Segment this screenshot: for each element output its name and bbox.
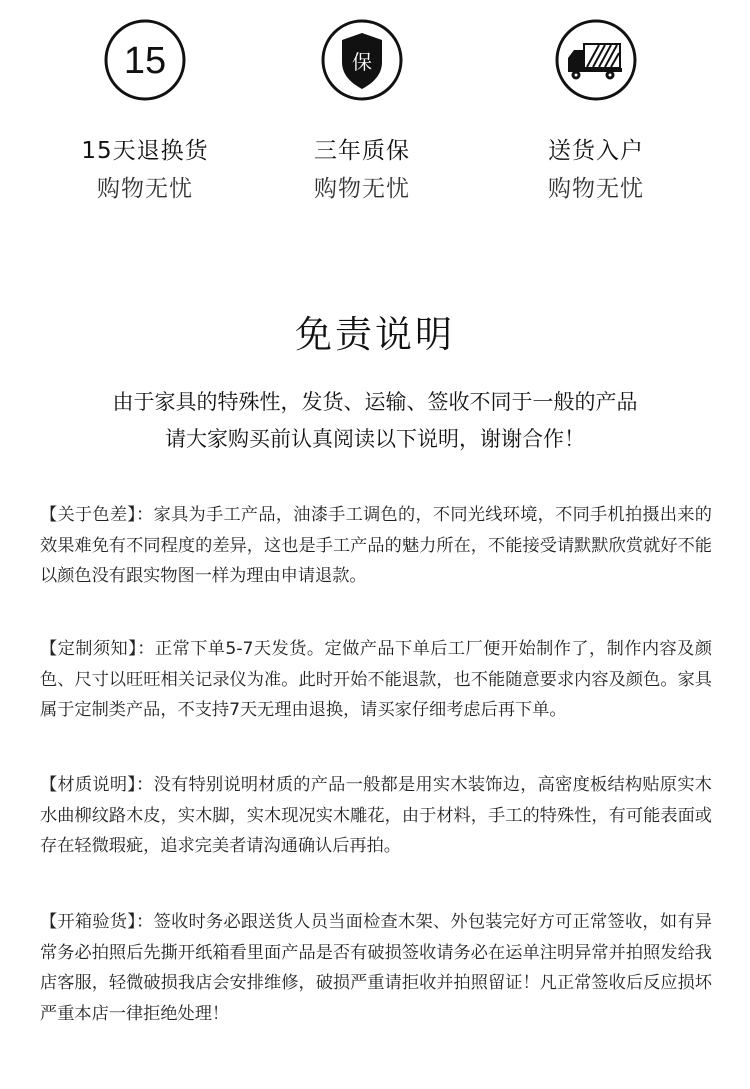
feature-title: 送货入户 [548,138,644,164]
service-features [0,0,750,230]
feature-title: 三年质保 [314,138,410,164]
disclaimer-intro-line1: 由于家具的特殊性，发货、运输、签收不同于一般的产品 [112,390,638,414]
section-tag: 【开箱验货】： [40,912,154,932]
warranty-badge-text: 保 [352,50,372,74]
section-tag: 【定制须知】： [40,639,155,659]
disclaimer-intro-line2: 请大家购买前认真阅读以下说明，谢谢合作！ [165,427,585,451]
feature-subtitle: 购物无忧 [314,176,410,202]
feature-returns [35,18,255,204]
section-custom-order [40,634,712,726]
section-body: 没有特别说明材质的产品一般都是用实木装饰边，高密度板结构贴原实木水曲柳纹路木皮，实木脚，实木现况实木雕花，由于材料，手工的特殊性，有可能表面或存在轻微瑕疵，追求完美者请沟通确认后再拍。 [40,775,712,856]
section-color-difference [40,500,712,592]
section-unboxing-inspection [40,907,712,1029]
feature-warranty [252,18,472,204]
feature-delivery [486,18,706,204]
section-body: 家具为手工产品，油漆手工调色的，不同光线环境，不同手机拍摄出来的效果难免有不同程度的差异，这也是手工产品的魅力所在，不能接受请默默欣赏就好不能以颜色没有跟实物图一样为理由申请退款。 [40,505,712,586]
feature-title: 15天退换货 [81,138,209,164]
feature-subtitle: 购物无忧 [97,176,193,202]
warranty-shield-icon [320,18,404,102]
disclaimer-title: 免责说明 [295,313,455,356]
number-15-icon [103,18,187,102]
feature-subtitle: 购物无忧 [548,176,644,202]
section-tag: 【材质说明】： [40,775,154,795]
section-tag: 【关于色差】： [40,505,154,525]
returns-badge-text: 15 [123,40,167,82]
section-body: 签收时务必跟送货人员当面检查木架、外包装完好方可正常签收，如有异常务必拍照后先撕开纸箱看里面产品是否有破损签收请务必在运单注明异常并拍照发给我店客服，轻微破损我店会安排维修，破损严重请拒收并拍照留证！凡正常签收后反应损坏严重本店一律拒绝处理！ [40,912,712,1024]
section-material [40,770,712,862]
delivery-truck-icon [554,18,638,102]
section-body: 正常下单5-7天发货。定做产品下单后工厂便开始制作了，制作内容及颜色、尺寸以旺旺相关记录仪为准。此时开始不能退款，也不能随意要求内容及颜色。家具属于定制类产品，不支持7天无理由退换，请买家仔细考虑后再下单。 [40,639,713,720]
